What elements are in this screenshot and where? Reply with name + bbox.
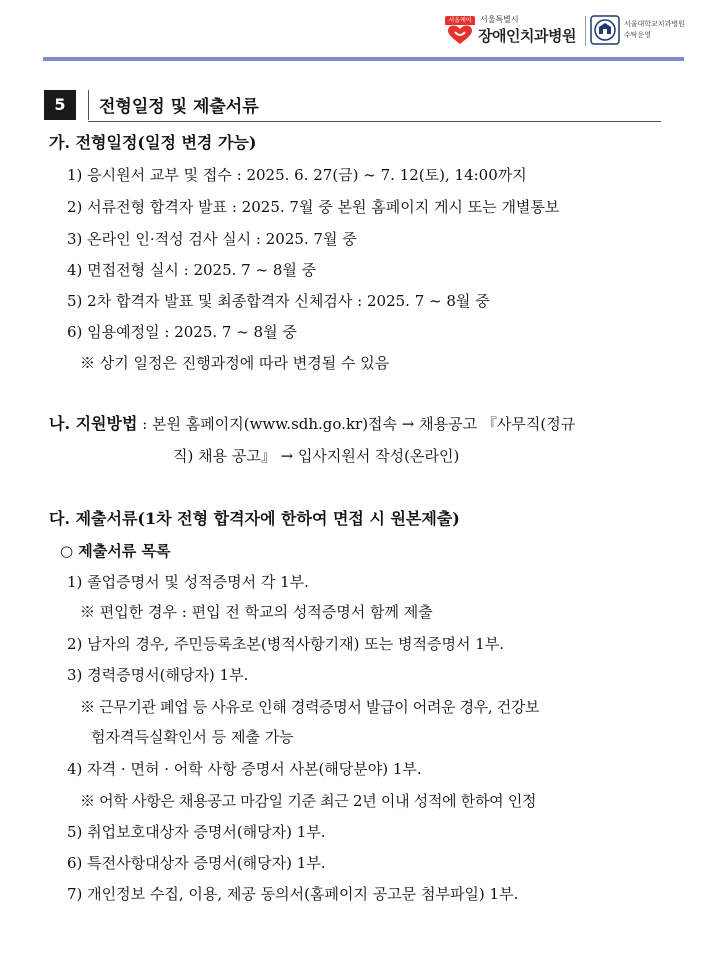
document-item-6: 6) 특전사항대상자 증명서(해당자) 1부. bbox=[67, 854, 326, 872]
document-item-5: 5) 취업보호대상자 증명서(해당자) 1부. bbox=[67, 823, 326, 841]
document-note-1: ※ 편입한 경우 : 편입 전 학교의 성적증명서 함께 제출 bbox=[80, 603, 433, 621]
documents-list-title: ○ 제출서류 목록 bbox=[60, 542, 171, 560]
section-title-divider bbox=[88, 90, 89, 120]
schedule-item-6: 6) 임용예정일 : 2025. 7 ~ 8월 중 bbox=[67, 323, 297, 341]
hospital-name: 장애인치과병원 bbox=[478, 27, 576, 45]
document-note-4: ※ 어학 사항은 채용공고 마감일 기준 최근 2년 이내 성적에 한하여 인정 bbox=[80, 792, 537, 810]
header-divider bbox=[585, 16, 586, 46]
schedule-item-2: 2) 서류전형 합격자 발표 : 2025. 7월 중 본원 홈페이지 게시 또는 개별통보 bbox=[67, 198, 560, 216]
page-header bbox=[445, 14, 715, 48]
document-item-4: 4) 자격 · 면허 · 어학 사항 증명서 사본(해당분야) 1부. bbox=[67, 760, 422, 778]
heart-icon bbox=[447, 25, 473, 45]
apply-text-1: : 본원 홈페이지(www.sdh.go.kr)접속 → 채용공고 『사무직(정규 bbox=[137, 415, 576, 433]
schedule-item-4: 4) 면접전형 실시 : 2025. 7 ~ 8월 중 bbox=[67, 261, 317, 279]
seoul-care-tag: 서울케어 bbox=[445, 16, 475, 25]
apply-line-1 bbox=[49, 414, 685, 434]
apply-label: 나. 지원방법 bbox=[49, 414, 138, 433]
document-item-1: 1) 졸업증명서 및 성적증명서 각 1부. bbox=[67, 573, 309, 591]
schedule-heading: 가. 전형일정(일정 변경 가능) bbox=[49, 133, 257, 152]
snu-emblem-icon bbox=[590, 15, 620, 45]
section-underline bbox=[88, 121, 661, 122]
seoul-care-logo bbox=[445, 16, 475, 46]
document-item-2: 2) 남자의 경우, 주민등록초본(병적사항기재) 또는 병적증명서 1부. bbox=[67, 635, 505, 653]
snu-line-1: 서울대학교치과병원 bbox=[624, 20, 685, 28]
snu-operator-text bbox=[624, 19, 685, 41]
schedule-item-5: 5) 2차 합격자 발표 및 최종합격자 신체검사 : 2025. 7 ~ 8월 중 bbox=[67, 292, 490, 310]
document-item-3: 3) 경력증명서(해당자) 1부. bbox=[67, 666, 249, 684]
hospital-city: 서울특별시 bbox=[480, 15, 519, 24]
schedule-item-3: 3) 온라인 인·적성 검사 실시 : 2025. 7월 중 bbox=[67, 230, 357, 248]
document-note-3-line-1: ※ 근무기관 폐업 등 사유로 인해 경력증명서 발급이 어려운 경우, 건강보 bbox=[80, 698, 540, 716]
apply-line-2: 직) 채용 공고』 → 입사지원서 작성(온라인) bbox=[173, 447, 460, 465]
snu-line-2: 수탁운영 bbox=[624, 31, 652, 39]
document-item-7: 7) 개인정보 수집, 이용, 제공 동의서(홈페이지 공고문 첨부파일) 1부. bbox=[67, 885, 519, 903]
schedule-item-1: 1) 응시원서 교부 및 접수 : 2025. 6. 27(금) ~ 7. 12(토), 14:00까지 bbox=[67, 166, 527, 184]
top-rule bbox=[43, 57, 684, 61]
section-title: 전형일정 및 제출서류 bbox=[99, 97, 259, 117]
schedule-note: ※ 상기 일정은 진행과정에 따라 변경될 수 있음 bbox=[80, 354, 390, 372]
document-note-3-line-2: 험자격득실확인서 등 제출 가능 bbox=[91, 728, 294, 746]
section-number-badge: 5 bbox=[44, 90, 76, 120]
documents-heading: 다. 제출서류(1차 전형 합격자에 한하여 면접 시 원본제출) bbox=[49, 509, 460, 528]
